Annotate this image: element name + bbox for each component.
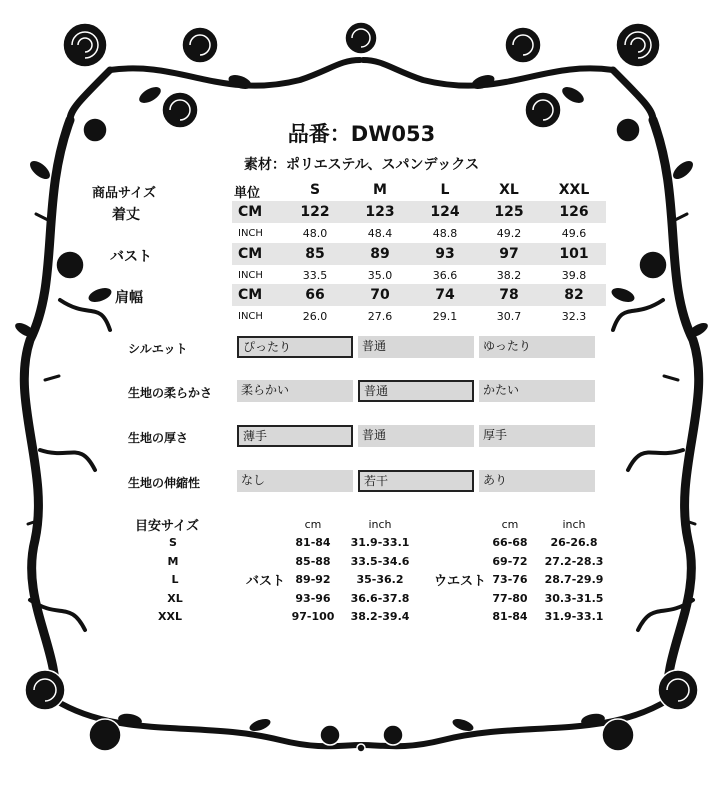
- guide-bust-cm-l: 89-92: [295, 573, 331, 586]
- shoulder-inch-s: 26.0: [302, 310, 328, 323]
- unit-inch: INCH: [238, 311, 263, 322]
- guide-bust-cm-m: 85-88: [295, 554, 331, 568]
- guide-bust-cm-xxl: 97-100: [291, 610, 335, 623]
- attr-silhouette-label: シルエット: [128, 342, 188, 356]
- length-cm-l: 124: [430, 204, 460, 220]
- unit-header: 単位: [234, 186, 261, 201]
- attr-thickness-option-thin: 薄手: [237, 425, 353, 447]
- attr-softness-label: 生地の柔らかさ: [128, 386, 213, 400]
- guide-size-xl: XL: [167, 591, 183, 605]
- bust-cm-m: 89: [370, 246, 390, 262]
- measure-bust-label: バスト: [110, 249, 152, 265]
- shoulder-inch-m: 27.6: [367, 310, 393, 323]
- bust-cm-l: 93: [435, 246, 455, 262]
- size-header-s: S: [309, 182, 321, 198]
- attr-stretch-option-none: なし: [237, 470, 353, 492]
- attr-stretch-label: 生地の伸縮性: [128, 476, 201, 490]
- guide-bust-inch-s: 31.9-33.1: [350, 536, 410, 549]
- length-cm-xl: 125: [494, 204, 524, 220]
- guide-waist-inch-xl: 30.3-31.5: [544, 591, 604, 605]
- bust-inch-l: 36.6: [432, 269, 458, 282]
- guide-waist-cm-header: cm: [501, 518, 519, 531]
- size-header-xl: XL: [499, 182, 519, 198]
- guide-waist-cm-l: 73-76: [492, 573, 528, 586]
- length-cm-m: 123: [365, 204, 395, 220]
- guide-bust-inch-xl: 36.6-37.8: [350, 591, 410, 605]
- shoulder-inch-xxl: 32.3: [561, 310, 587, 323]
- shoulder-cm-m: 70: [370, 287, 390, 303]
- length-inch-l: 48.8: [432, 227, 458, 240]
- attr-stretch-option-yes: あり: [479, 470, 595, 492]
- bust-inch-xl: 38.2: [496, 269, 522, 282]
- shoulder-cm-l: 74: [435, 287, 455, 303]
- bust-cm-xl: 97: [499, 246, 519, 262]
- bust-inch-m: 35.0: [367, 269, 393, 282]
- guide-bust-inch-l: 35-36.2: [356, 573, 404, 586]
- unit-cm: CM: [238, 246, 263, 262]
- guide-waist-inch-header: inch: [562, 518, 586, 531]
- guide-waist-cm-xxl: 81-84: [492, 610, 528, 623]
- length-inch-m: 48.4: [367, 227, 393, 240]
- guide-waist-cm-s: 66-68: [492, 536, 528, 549]
- guide-bust-cm-header: cm: [304, 518, 322, 531]
- measure-length-label: 着丈: [112, 207, 140, 223]
- attr-silhouette-option-fitted: ぴったり: [237, 336, 353, 358]
- guide-waist-cm-m: 69-72: [492, 554, 528, 568]
- bust-inch-s: 33.5: [302, 269, 328, 282]
- attr-softness-option-soft: 柔らかい: [237, 380, 353, 402]
- guide-bust-inch-xxl: 38.2-39.4: [350, 610, 410, 623]
- material-text: 素材：ポリエステル、スパンデックス: [243, 157, 480, 173]
- attr-stretch-option-slight: 若干: [358, 470, 474, 492]
- size-header-l: L: [440, 182, 450, 198]
- bust-cm-xxl: 101: [559, 246, 589, 262]
- attr-softness-option-hard: かたい: [479, 380, 595, 402]
- guide-waist-inch-l: 28.7-29.9: [544, 573, 604, 586]
- bust-inch-xxl: 39.8: [561, 269, 587, 282]
- attr-softness-option-normal: 普通: [358, 380, 474, 402]
- guide-bust-cm-xl: 93-96: [295, 591, 331, 605]
- guide-waist-inch-xxl: 31.9-33.1: [544, 610, 604, 623]
- size-header-xxl: XXL: [558, 182, 590, 198]
- length-inch-s: 48.0: [302, 227, 328, 240]
- guide-size-l: L: [171, 573, 179, 586]
- guide-bust-inch-m: 33.5-34.6: [350, 554, 410, 568]
- product-code: 品番：DW053: [287, 122, 436, 146]
- guide-bust-inch-header: inch: [368, 518, 392, 531]
- shoulder-cm-xxl: 82: [564, 287, 584, 303]
- bust-cm-s: 85: [305, 246, 325, 262]
- guide-waist-inch-s: 26-26.8: [550, 536, 598, 549]
- attr-silhouette-option-loose: ゆったり: [479, 336, 595, 358]
- length-inch-xxl: 49.6: [561, 227, 587, 240]
- shoulder-cm-xl: 78: [499, 287, 519, 303]
- corner-label: 商品サイズ: [92, 186, 156, 201]
- guide-bust-cm-s: 81-84: [295, 536, 331, 549]
- attr-silhouette-option-normal: 普通: [358, 336, 474, 358]
- guide-size-m: M: [167, 554, 179, 568]
- guide-bust-label: バスト: [246, 574, 286, 589]
- attr-thickness-label: 生地の厚さ: [128, 431, 189, 445]
- measure-shoulder-label: 肩幅: [115, 290, 143, 306]
- guide-waist-cm-xl: 77-80: [492, 591, 528, 605]
- guide-waist-label: ウエスト: [434, 574, 487, 589]
- shoulder-inch-xl: 30.7: [496, 310, 522, 323]
- unit-inch: INCH: [238, 228, 263, 239]
- attr-thickness-option-normal: 普通: [358, 425, 474, 447]
- length-cm-s: 122: [300, 204, 330, 220]
- attr-thickness-option-thick: 厚手: [479, 425, 595, 447]
- unit-cm: CM: [238, 204, 263, 220]
- length-inch-xl: 49.2: [496, 227, 522, 240]
- length-cm-xxl: 126: [559, 204, 589, 220]
- guide-waist-inch-m: 27.2-28.3: [544, 554, 604, 568]
- unit-inch: INCH: [238, 270, 263, 281]
- shoulder-inch-l: 29.1: [432, 310, 458, 323]
- unit-cm: CM: [238, 287, 263, 303]
- guide-title: 目安サイズ: [135, 519, 199, 534]
- guide-size-s: S: [169, 536, 177, 549]
- shoulder-cm-s: 66: [305, 287, 325, 303]
- guide-size-xxl: XXL: [158, 610, 182, 623]
- size-header-m: M: [373, 182, 387, 198]
